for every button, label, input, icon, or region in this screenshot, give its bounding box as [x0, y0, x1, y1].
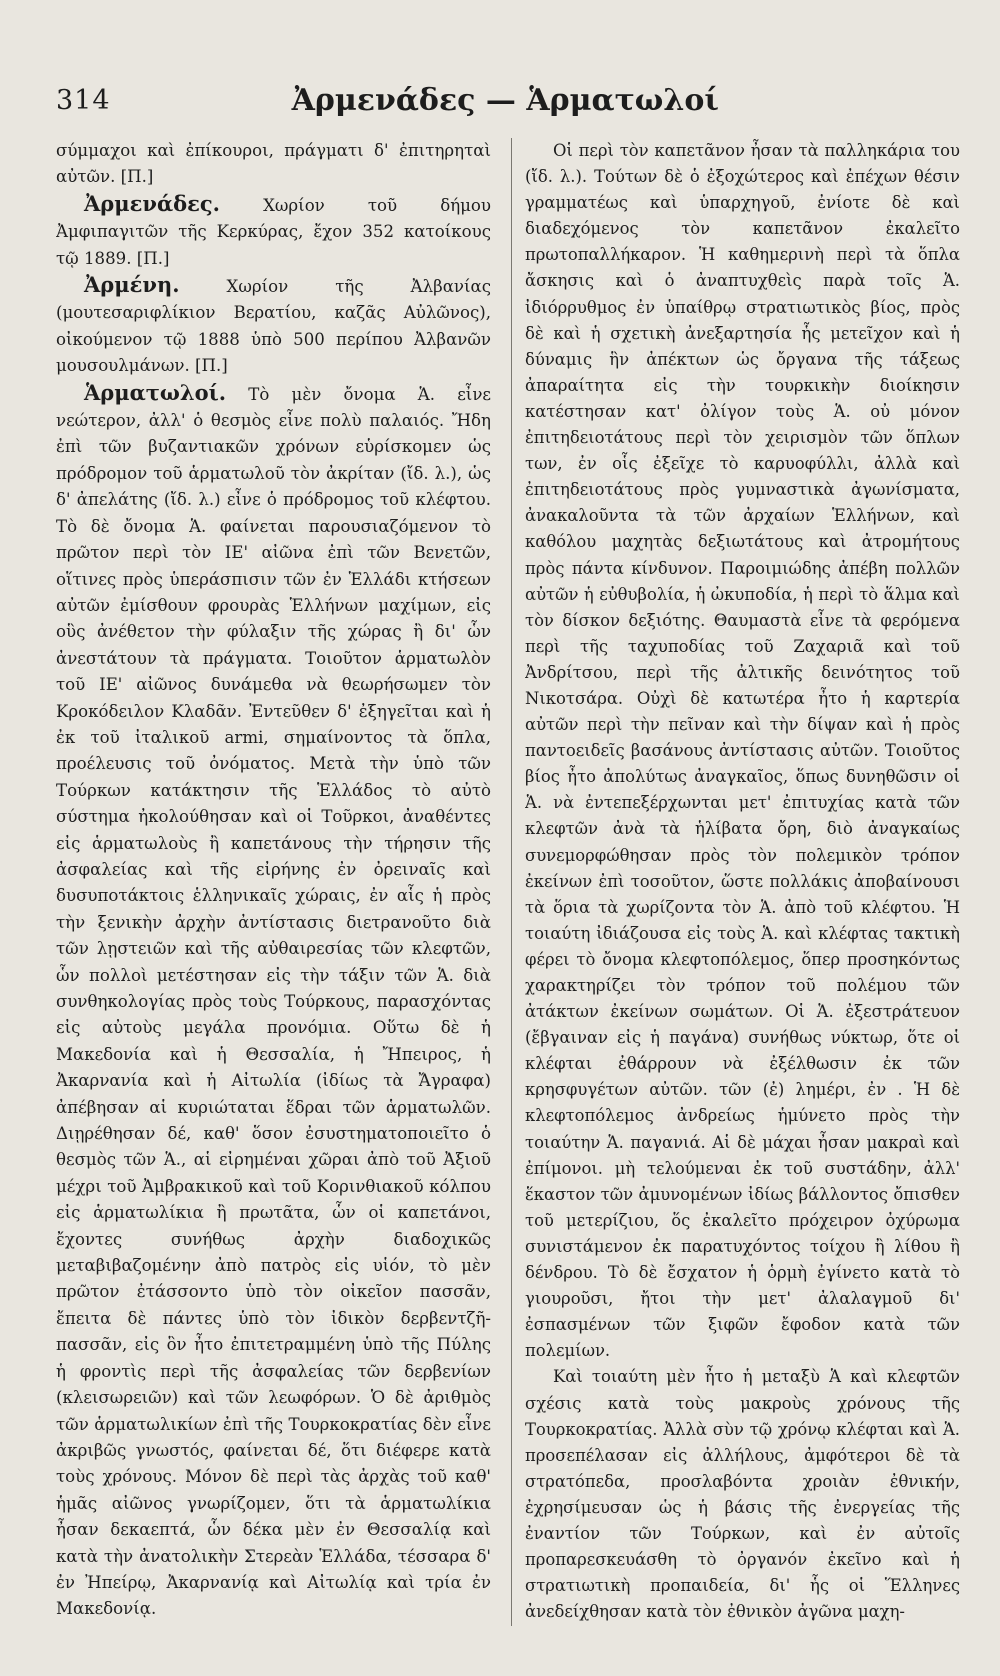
continuation-paragraph: σύμμαχοι καὶ ἐπίκουροι, πράγματι δ' ἐπιτηρηταὶ αὐτῶν. [Π.] — [56, 141, 491, 187]
paragraph: Καὶ τοιαύτη μὲν ἦτο ἡ μεταξὺ Ἁ καὶ κλεφτῶν σχέσις κατὰ τοὺς μακροὺς χρόνους τῆς Τουρκοκρατίας. Ἀλλὰ σὺν τῷ χρόνῳ κλέφται καὶ Ἁ. προσεπέλασαν εἰς ἀλλήλους, ἀμφότεροι δὲ τὰ στρατόπεδα, προσλαβόντα χροιὰν ἐθνικήν, ἐχρησίμευσαν ὡς ἡ βάσις τῆς ἐνεργείας τῆς ἐναντίον τῶν Τούρκων, καὶ ἐν αὐτοῖς προπαρεσκευάσθη τὸ ὀργανόν ἐκεῖνο καὶ ἡ στρατιωτικὴ προπαιδεία, δι' ἧς οἱ Ἕλληνες ἀνεδείχθησαν κατὰ τὸν ἐθνικὸν ἀγῶνα μαχη- — [525, 1367, 960, 1622]
entry-armenades — [56, 191, 491, 272]
entry-heading: Ἀρμενάδες. — [84, 190, 220, 216]
entry-armeni — [56, 272, 491, 380]
entry-text: Τὸ μὲν ὄνομα Ἁ. εἶνε νεώτερον, ἀλλ' ὁ θεσμὸς εἶνε πολὺ παλαιός. Ἤδη ἐπὶ τῶν βυζαντιακῶν χρόνων εὑρίσκομεν ὡς πρόδρομον τοῦ ἁρματωλοῦ τὸν ἀκρίταν (ἴδ. λ.), ὡς δ' ἀπελάτης (ἴδ. λ.) εἶνε ὁ πρόδρομος τοῦ κλέφτου. Τὸ δὲ ὄνομα Ἁ. φαίνεται παρουσιαζόμενον τὸ πρῶτον περὶ τὸν ΙΕ' αἰῶνα ἐπὶ τῶν Βενετῶν, οἵτινες πρὸς ὑπεράσπισιν τῶν ἐν Ἑλλάδι κτήσεων αὐτῶν ἐμίσθουν φρουρὰς Ἑλλήνων μαχίμων, εἰς οὓς ἀνέθετον τὴν φύλαξιν τῆς χώρας ἢ δι' ὧν ἀνεστάτουν τὰ πράγματα. Τοιοῦτον ἁρματωλὸν τοῦ ΙΕ' αἰῶνος δυνάμεθα νὰ θεωρήσωμεν τὸν Κροκόδειλον Κλαδᾶν. Ἐντεῦθεν δ' ἐξηγεῖται καὶ ἡ ἐκ τοῦ ἰταλικοῦ armi, σημαίνοντος τὰ ὅπλα, προέλευσις τοῦ ὀνόματος. Μετὰ τὴν ὑπὸ τῶν Τούρκων κατάκτησιν τῆς Ἑλλάδος τὸ αὐτὸ σύστημα ἠκολούθησαν καὶ οἱ Τοῦρκοι, ἀναθέντες εἰς ἁρματωλοὺς ἢ καπετάνους τὴν τήρησιν τῆς ἀσφαλείας καὶ τῆς εἰρήνης ἐν ὀρειναῖς καὶ δυσυποτάκτοις ἑλληνικαῖς χώραις, ἐν αἷς ἡ πρὸς τὴν ξενικὴν ἀρχὴν ἀντίστασις διετρανοῦτο διὰ τῶν λῃστειῶν καὶ τῆς αὐθαιρεσίας τῶν κλεφτῶν, ὧν πολλοὶ μετέστησαν εἰς τὴν τάξιν τῶν Ἁ. διὰ συνθηκολογίας πρὸς τοὺς Τούρκους, παρασχόντας εἰς αὐτοὺς μεγάλα προνόμια. Οὕτω δὲ ἡ Μακεδονία καὶ ἡ Θεσσαλία, ἡ Ἤπειρος, ἡ Ἀκαρνανία καὶ ἡ Αἰτωλία (ἰδίως τὰ Ἄγραφα) ἀπέβησαν αἱ κυριώταται ἕδραι τῶν ἁρματωλῶν. Διῃρέθησαν δέ, καθ' ὅσον ἐσυστηματοποιεῖτο ὁ θεσμὸς τῶν Ἁ., αἱ εἰρημέναι χῶραι ἀπὸ τοῦ Ἀξιοῦ μέχρι τοῦ Ἀμβρακικοῦ καὶ τοῦ Κορινθιακοῦ κόλπου εἰς ἁρματωλίκια ἢ πρωτᾶτα, ὧν οἱ καπετάνοι, ἔχοντες συνήθως ἀρχὴν διαδοχικῶς μεταβιβαζομένην ἀπὸ πατρὸς εἰς υἱόν, τὸ μὲν πρῶτον ἐτάσσοντο ὑπὸ τὸν οἰκεῖον πασσᾶν, ἔπειτα δὲ πάντες ὑπὸ τὸν ἰδικὸν δερβεντζῆ-πασσᾶν, εἰς ὃν ἦτο ἐπιτετραμμένη ὑπὸ τῆς Πύλης ἡ φροντὶς περὶ τῆς ἀσφαλείας τῶν δερβενίων (κλεισωρειῶν) καὶ τῶν λεωφόρων. Ὁ δὲ ἀριθμὸς τῶν ἁρματωλικίων ἐπὶ τῆς Τουρκοκρατίας δὲν εἶνε ἀκριβῶς γνωστός, φαίνεται δέ, ὅτι διέφερε κατὰ τοὺς χρόνους. Μόνον δὲ περὶ τὰς ἀρχὰς τοῦ καθ' ἡμᾶς αἰῶνος γνωρίζομεν, ὅτι τὰ ἁρματωλίκια ἦσαν δεκαεπτά, ὧν δέκα μὲν ἐν Θεσσαλίᾳ καὶ κατὰ τὴν ἀνατολικὴν Στερεὰν Ἑλλάδα, τέσσαρα δ' ἐν Ἠπείρῳ, Ἀκαρνανίᾳ καὶ Αἰτωλίᾳ καὶ τρία ἐν Μακεδονίᾳ. — [56, 384, 491, 1619]
entry-heading: Ἀρμένη. — [84, 272, 180, 298]
page-number: 314 — [56, 84, 111, 116]
right-column — [525, 138, 960, 1626]
entry-armatoloi — [56, 380, 491, 1623]
paragraph: Οἱ περὶ τὸν καπετᾶνον ἦσαν τὰ παλληκάρια του (ἴδ. λ.). Τούτων δὲ ὁ ἐξοχώτερος καὶ ἐπέχων θέσιν γραμματέως καὶ ὑπαρχηγοῦ, ἐνίοτε δὲ καὶ διαδεχόμενος τὸν καπετᾶνον ἐκαλεῖτο πρωτοπαλλήκαρον. Ἡ καθημερινὴ περὶ τὰ ὅπλα ἄσκησις καὶ ὁ ἀναπτυχθεὶς παρὰ τοῖς Ἁ. ἰδιόρρυθμος ἐν ὑπαίθρῳ στρατιωτικὸς βίος, πρὸς δὲ καὶ ἡ σχετικὴ ἀνεξαρτησία ἧς μετεῖχον καὶ ἡ δύναμις ἣν ἀπέκτων ὡς ὄργανα τῆς τάξεως ἀπαραίτητα εἰς τὴν τουρκικὴν διοίκησιν κατέστησαν κατ' ὀλίγον τοὺς Ἁ. οὐ μόνον ἐπιτηδειοτάτους περὶ τὸν χειρισμὸν τῶν ὅπλων των, ἐν οἷς ἐξεῖχε τὸ καρυοφύλλι, ἀλλὰ καὶ ἐπιτηδειοτάτους πρὸς γυμναστικὰ ἀγωνίσματα, ἀνακαλοῦντα τὰ τῶν ἀρχαίων Ἑλλήνων, καὶ καθόλου μαχητὰς δεξιωτάτους καὶ ἀτρομήτους πρὸς πάντα κίνδυνον. Παροιμιώδης ἀπέβη πολλῶν αὐτῶν ἡ εὐθυβολία, ἡ ὠκυποδία, ἡ περὶ τὸ ἅλμα καὶ τὸν δίσκον δεξιότης. Θαυμαστὰ εἶνε τὰ φερόμενα περὶ τῆς ταχυποδίας τοῦ Ζαχαριᾶ καὶ τοῦ Ἀνδρίτσου, περὶ τῆς ἀλτικῆς δεινότητος τοῦ Νικοτσάρα. Οὐχὶ δὲ κατωτέρα ἦτο ἡ καρτερία αὐτῶν περὶ τὴν πεῖναν καὶ τὴν δίψαν καὶ ἡ πρὸς παντοειδεῖς βασάνους ἀντίστασις αὐτῶν. Τοιοῦτος βίος ἦτο ἀπολύτως ἀναγκαῖος, ὅπως δυνηθῶσιν οἱ Ἁ. νὰ ἐντεπεξέρχωνται μετ' ἐπιτυχίας κατὰ τῶν κλεφτῶν ἀνὰ τὰ ἡλίβατα ὄρη, διὸ ἀναγκαίως συνεμορφώθησαν πρὸς τὸν πολεμικὸν τρόπον ἐκείνων ἐπὶ τοσοῦτον, ὥστε πολλάκις ἀποβαίνουσι τὰ ὅρια τὰ χωρίζοντα τὸν Ἁ. ἀπὸ τοῦ κλέφτου. Ἡ τοιαύτη ἰδιάζουσα εἰς τοὺς Ἁ. καὶ κλέφτας τακτικὴ φέρει τὸ ὄνομα κλεφτοπόλεμος, ὅπερ προσηκόντως χαρακτηρίζει τὸν τρόπον τοῦ πολέμου τῶν ἀτάκτων ἐκείνων σωμάτων. Οἱ Ἁ. ἐξεστράτευον (ἔβγαιναν εἰς ἡ παγάνα) συνήθως νύκτωρ, ὅτε οἱ κλέφται ἐθάρρουν νὰ ἐξέλθωσιν ἐκ τῶν κρησφυγέτων αὐτῶν. τῶν (ἐ) λημέρι, ἐν . Ἡ δὲ κλεφτοπόλεμος ἀνδρείως ἡμύνετο πρὸς τὴν τοιαύτην Ἁ. παγανιά. Αἱ δὲ μάχαι ἦσαν μακραὶ καὶ ἐπίμονοι. μὴ τελούμεναι ἐκ τοῦ συστάδην, ἀλλ' ἕκαστον τῶν ἀμυνομένων ἰδίως βάλλοντος ὄπισθεν τοῦ μετερίζιου, ὅς ἐκαλεῖτο πρόχειρον ὀχύρωμα συνιστάμενον ἐκ παρατυχόντος τοίχου ἢ λίθου ἢ δένδρου. Τὸ δὲ ἔσχατον ἡ ὁρμὴ ἐγίνετο κατὰ τὸ γιουροῦσι, ἤτοι τὴν μετ' ἀλαλαγμοῦ δι' ἐσπασμένων τῶν ξιφῶν ἔφοδον κατὰ τῶν πολεμίων. — [525, 141, 960, 1361]
running-title: Ἀρμενάδες — Ἁρματωλοί — [291, 82, 719, 118]
entry-text: Χωρίον τῆς Ἀλβανίας (μουτεσαριφλίκιον Βερατίου, καζᾶς Αὐλῶνος), οἰκούμενον τῷ 1888 ὑπὸ 500 περίπου Ἀλβανῶν μουσουλμάνων. [Π.] — [56, 277, 491, 376]
entry-heading: Ἁρματωλοί. — [84, 379, 227, 405]
entry-text: Χωρίον τοῦ δήμου Ἀμφιπαγιτῶν τῆς Κερκύρας, ἔχον 352 κατοίκους τῷ 1889. [Π.] — [56, 195, 491, 268]
page-header — [56, 78, 960, 122]
text-columns — [56, 138, 960, 1626]
left-column — [56, 138, 491, 1626]
